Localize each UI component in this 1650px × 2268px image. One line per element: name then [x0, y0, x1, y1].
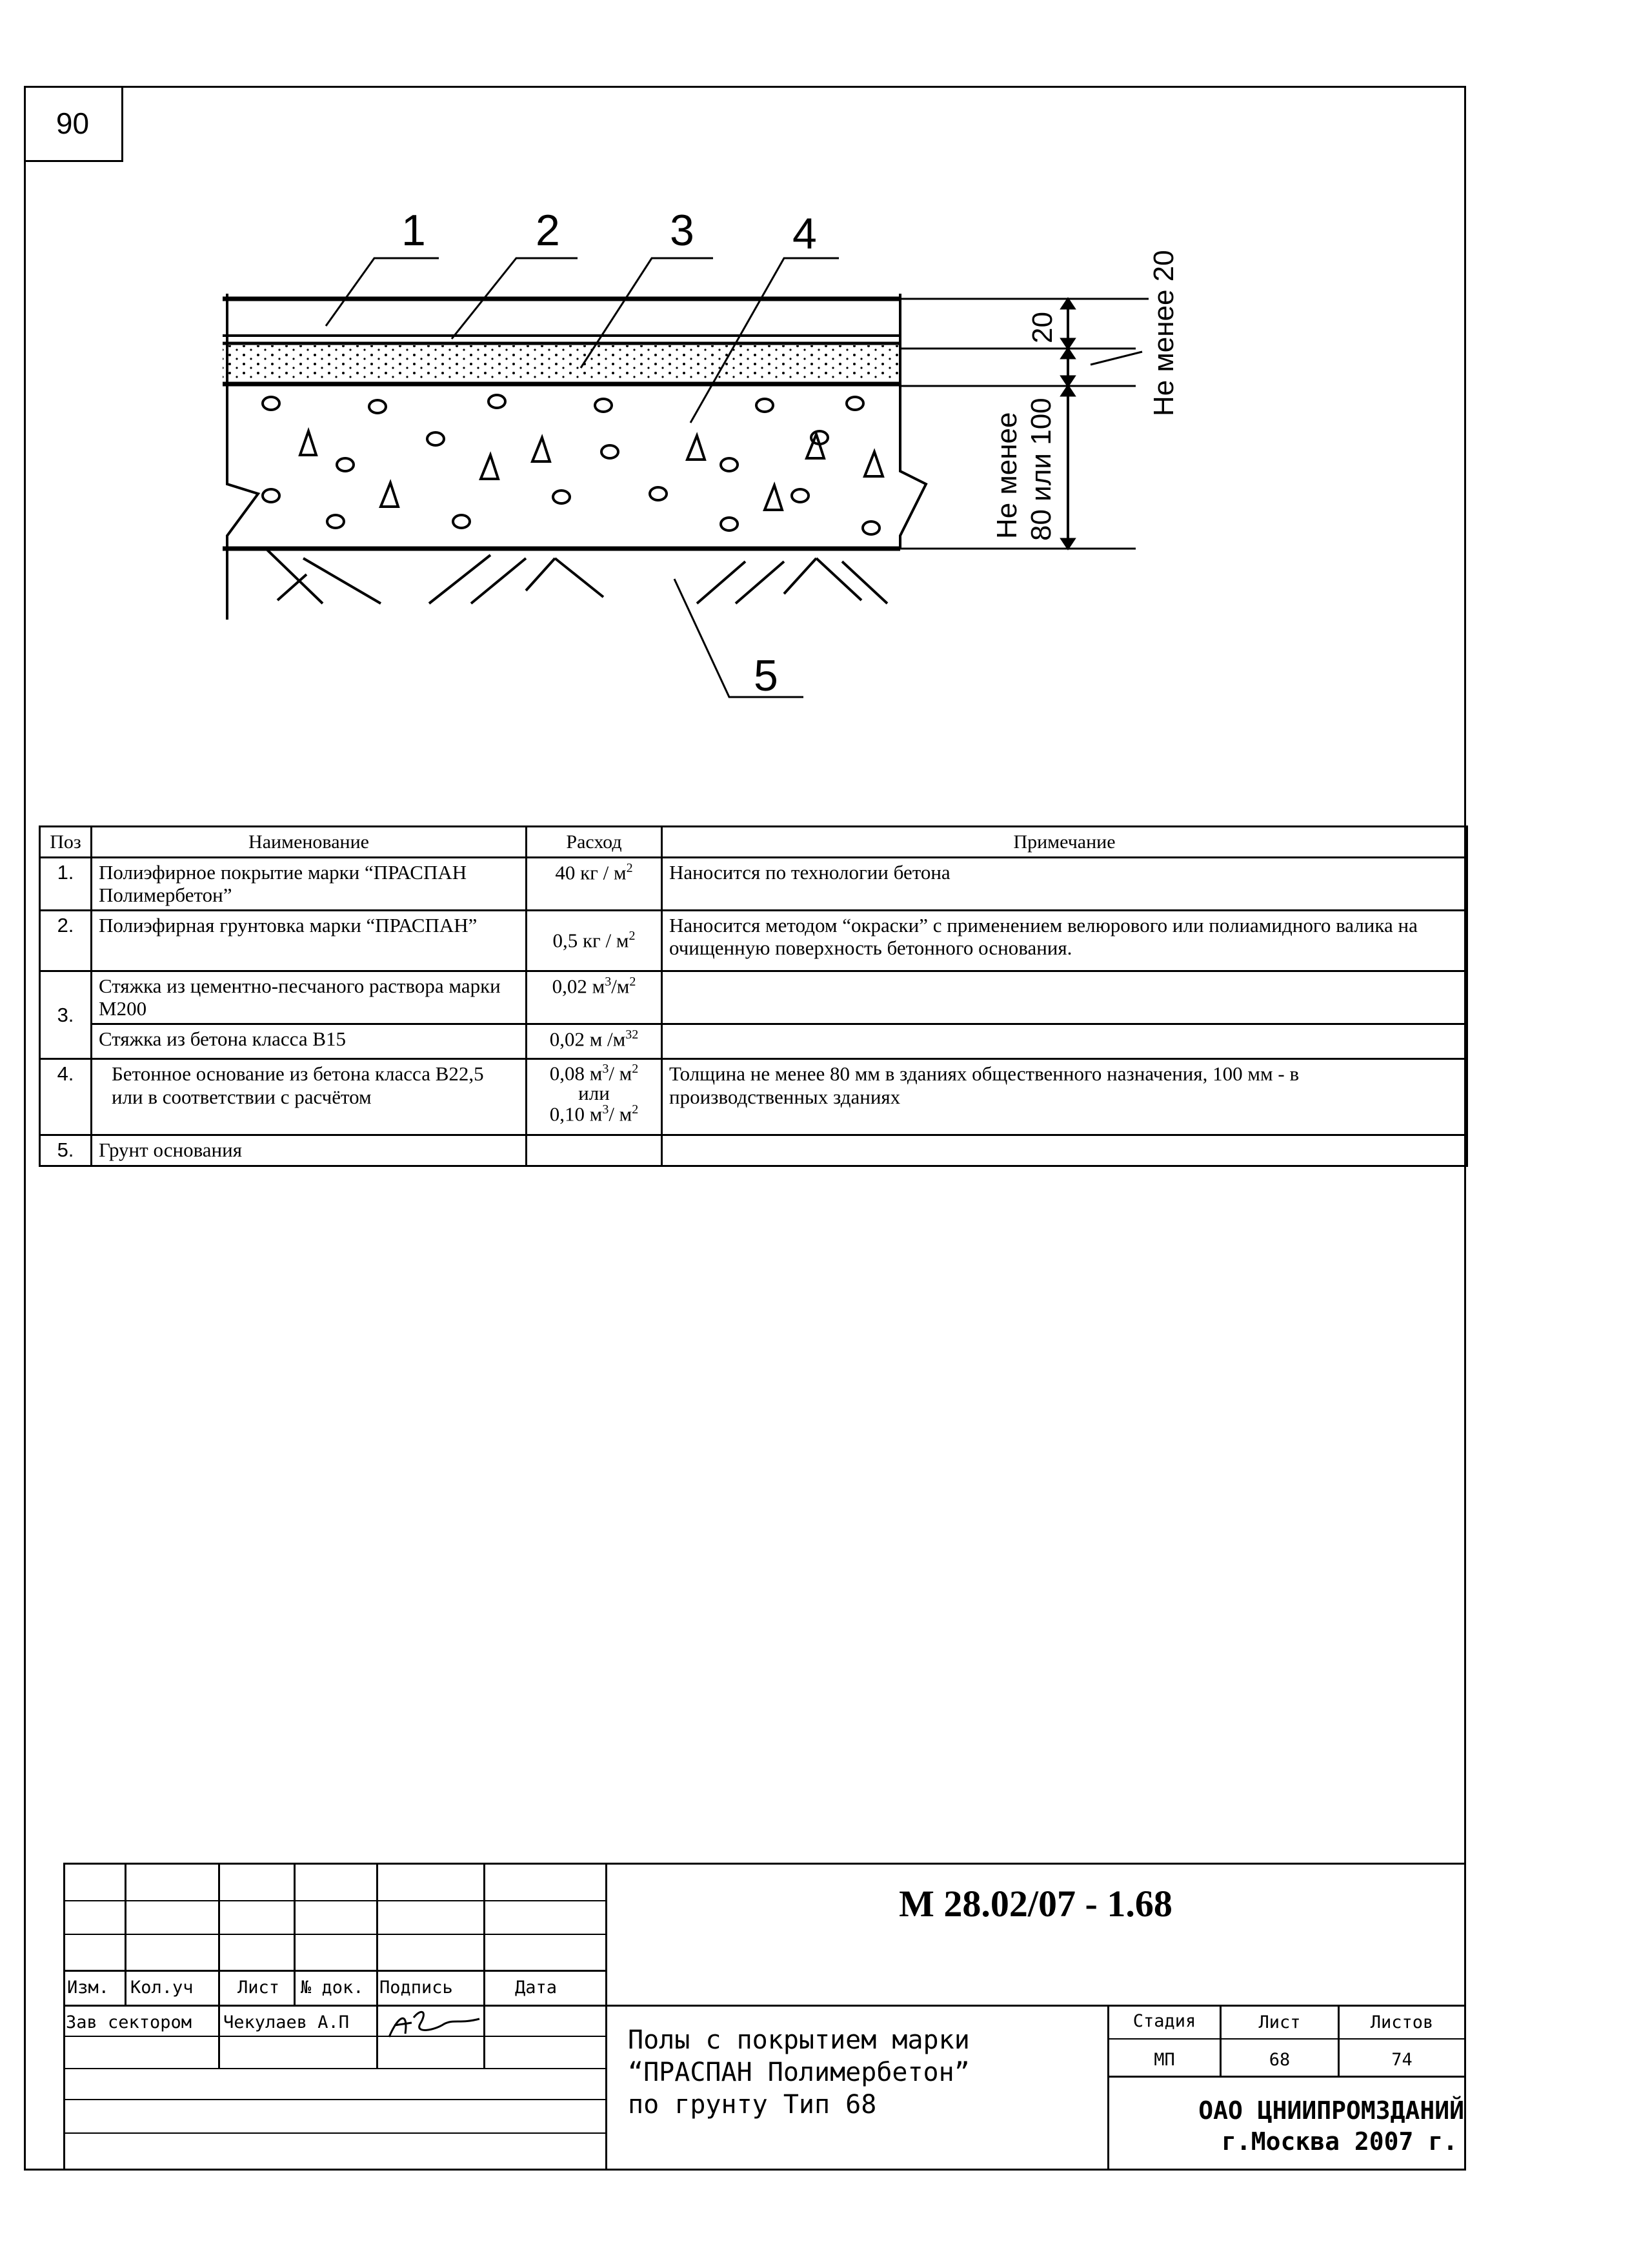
callout-4: 4: [792, 209, 817, 258]
row-pos: 3.: [40, 971, 92, 1058]
col-signature: Подпись: [379, 1978, 453, 1998]
org-name: ОАО ЦНИИПРОМЗДАНИЙ: [1198, 2096, 1464, 2125]
title-block: [63, 1863, 1466, 2171]
table-row: [40, 1059, 1467, 1135]
header-rate: Расход: [527, 827, 662, 858]
stage-header: Стадия: [1132, 2011, 1196, 2031]
table-row: [40, 1135, 1467, 1166]
col-list: Лист: [237, 1978, 280, 1998]
callout-1: 1: [401, 206, 426, 255]
callout-3: 3: [670, 206, 694, 255]
row-note: [662, 1135, 1467, 1166]
ground-hatching: [266, 549, 887, 603]
row-note: Наносится методом “окраски” с применением велюрового или полиамидного валика на очищенную поверхность бетонного основания.: [662, 910, 1467, 971]
row-name: Грунт основания: [92, 1135, 527, 1166]
col-date: Дата: [515, 1978, 558, 1998]
col-doc-no: № док.: [301, 1978, 364, 1998]
row-name: Полиэфирное покрытие марки “ПРАСПАН Полимербетон”: [92, 857, 527, 910]
org-city-year: г.Москва 2007 г.: [1221, 2127, 1458, 2156]
floor-section-drawing: [0, 0, 1650, 742]
spec-table: [39, 825, 1468, 1167]
header-pos: Поз: [40, 827, 92, 858]
dim-mid-label: Не менее 20: [1148, 250, 1180, 416]
role-label: Зав сектором: [66, 2012, 192, 2032]
signature: [383, 2005, 486, 2043]
row-note: Толщина не менее 80 мм в зданиях общественного назначения, 100 мм - в производственных зданиях: [662, 1059, 1467, 1135]
col-izm: Изм.: [67, 1978, 110, 1998]
leader-lines: [326, 258, 839, 697]
stage-value: МП: [1154, 2050, 1175, 2070]
title-line-2: “ПРАСПАН Полимербетон”: [628, 2058, 970, 2087]
dim-bottom-label-1: Не менее: [991, 412, 1023, 539]
header-name: Наименование: [92, 827, 527, 858]
dim-top-value: 20: [1027, 312, 1058, 343]
callout-2: 2: [536, 206, 560, 255]
right-break-line: [900, 294, 926, 549]
title-line-1: Полы с покрытием марки: [628, 2025, 970, 2055]
row-pos: 4.: [40, 1059, 92, 1135]
row-pos: 5.: [40, 1135, 92, 1166]
row-note: Наносится по технологии бетона: [662, 857, 1467, 910]
sheet-header: Лист: [1258, 2012, 1301, 2032]
row-rate: 0,08 $м^3/$ $м^2$ или 0,10 $м^3/$ $м^2$: [527, 1059, 662, 1135]
screed-layer: [223, 345, 900, 381]
row-rate: [527, 1135, 662, 1166]
row-name: Стяжка из цементно-песчаного раствора марки М200: [92, 971, 527, 1024]
table-row: [40, 971, 1467, 1024]
row-note: [662, 971, 1467, 1024]
sheets-header: Листов: [1370, 2012, 1434, 2032]
sheet-value: 68: [1269, 2050, 1291, 2070]
concrete-aggregate: [263, 395, 883, 534]
person-name: Чекулаев А.П: [223, 2012, 350, 2032]
callout-5: 5: [754, 651, 778, 700]
row-rate: 40 кг / $м^2$: [527, 857, 662, 910]
title-line-3: по грунту Тип 68: [628, 2090, 877, 2120]
dimension-lines: [900, 299, 1149, 549]
table-row: [40, 910, 1467, 971]
row-name: Бетонное основание из бетона класса В22,5 или в соответствии с расчётом: [92, 1059, 527, 1135]
row-name: Полиэфирная грунтовка марки “ПРАСПАН”: [92, 910, 527, 971]
row-pos: 2.: [40, 910, 92, 971]
row-note: [662, 1024, 1467, 1059]
header-note: Примечание: [662, 827, 1467, 858]
doc-code: М 28.02/07 - 1.68: [899, 1883, 1172, 1925]
sheets-value: 74: [1391, 2050, 1413, 2070]
row-rate: 0,02 $м^3/м^2$: [527, 971, 662, 1024]
table-header-row: [40, 827, 1467, 858]
table-row: [40, 1024, 1467, 1059]
page-number: 90: [24, 86, 123, 162]
row-name: Стяжка из бетона класса В15: [92, 1024, 527, 1059]
col-kol-uch: Кол.уч: [130, 1978, 194, 1998]
row-rate: 0,02 м $/м^{32}$: [527, 1024, 662, 1059]
table-row: [40, 857, 1467, 910]
row-pos: 1.: [40, 857, 92, 910]
dim-bottom-label-2: 80 или 100: [1025, 398, 1057, 541]
row-rate: 0,5 кг / $м^2$: [527, 910, 662, 971]
